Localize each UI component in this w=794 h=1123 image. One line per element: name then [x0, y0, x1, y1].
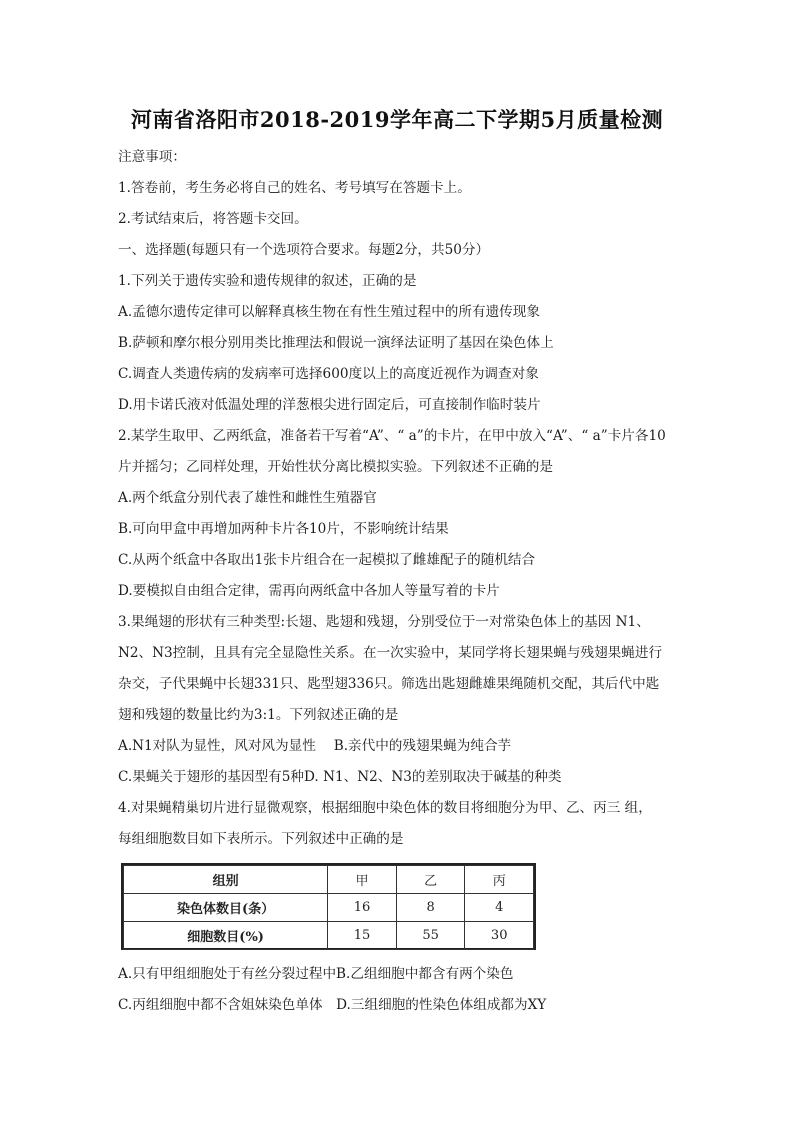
- data-table: [121, 863, 536, 950]
- question-option: A.只有甲组细胞处于有丝分裂过程中B.乙组细胞中都含有两个染色: [118, 966, 514, 982]
- note-item: 1.答卷前，考生务必将自己的姓名、考号填写在答题卡上。: [118, 180, 471, 196]
- question-option: A.N1对队为显性，风对风为显性 B.亲代中的残翅果蝇为纯合芋: [118, 738, 512, 754]
- question-stem: N2、N3控制，且具有完全显隐性关系。在一次实验中，某同学将长翅果蝇与残翅果蝇进行: [118, 645, 663, 661]
- table-header-cell: 组别: [124, 866, 328, 894]
- table-cell: 8: [396, 894, 465, 922]
- table-header-row: [124, 866, 534, 894]
- question-stem: 杂交，子代果蝇中长翅331只、匙型翅336只。筛选出匙翅雌雄果绳随机交配，其后代中匙: [118, 676, 660, 692]
- table-cell: 4: [465, 894, 534, 922]
- table-cell: 15: [328, 922, 397, 950]
- table-cell: 30: [465, 922, 534, 950]
- question-option: D.用卡诺氏液对低温处理的洋葱根尖进行固定后，可直接制作临时装片: [118, 397, 541, 413]
- question-option: A.孟德尔遗传定律可以解释真核生物在有性生殖过程中的所有遗传现象: [118, 304, 540, 320]
- table-row-label: 染色体数目(条）: [124, 894, 328, 922]
- question-stem: 片并摇匀；乙同样处理，开始性状分离比模拟实验。下列叙述不正确的是: [118, 459, 553, 475]
- table-header-cell: 丙: [465, 866, 534, 894]
- question-option: C.调査人类遗传病的发病率可选择600度以上的高度近视作为调查对象: [118, 366, 539, 382]
- question-stem: 3.果绳翅的形状有三种类型:长翅、匙翅和残翅，分别受位于一对常染色体上的基因 N1、: [118, 614, 650, 630]
- table-cell: 55: [396, 922, 465, 950]
- question-option: B.萨顿和摩尔根分别用类比推理法和假说一演绎法证明了基因在染色体上: [118, 335, 554, 351]
- notes-heading: 注意事项：: [118, 149, 186, 165]
- section-heading: 一、选择题(每题只有一个选项符合要求。每题2分，共50分）: [118, 242, 490, 258]
- table-header-cell: 乙: [396, 866, 465, 894]
- page-title: 河南省洛阳市2018-2019学年高二下学期5月质量检测: [130, 107, 664, 132]
- question-option: C.果蝇关于翅形的基因型有5种D. N1、N2、N3的差别取决于碱基的种类: [118, 769, 562, 785]
- question-option: C.丙组细胞中都不含姐妹染色单体 D.三组细胞的性染色体组成都为XY: [118, 997, 547, 1013]
- note-item: 2.考试结束后，将答题卡交回。: [118, 211, 308, 227]
- question-stem: 翅和残翅的数量比约为3:1。下列叙述正确的是: [118, 707, 399, 723]
- question-option: B.可向甲盒中再增加两种卡片各10片，不影响统计结果: [118, 521, 449, 537]
- table-header-cell: 甲: [328, 866, 397, 894]
- question-option: A.两个纸盒分别代表了雄性和雌性生殖器官: [118, 490, 377, 506]
- question-stem: 1.下列关于遗传实验和遗传规律的叙述，正确的是: [118, 273, 417, 289]
- question-stem: 每组细胞数目如下表所示。下列叙述中正确的是: [118, 831, 404, 847]
- table-row: [124, 894, 534, 922]
- table-row: [124, 922, 534, 950]
- question-stem: 2.某学生取甲、乙两纸盒，准备若干写着“A”、“ a”的卡片，在甲中放入“A”、“ a”卡片各10: [118, 428, 666, 444]
- table-row-label: 细胞数目(%): [124, 922, 328, 950]
- table-cell: 16: [328, 894, 397, 922]
- question-option: D.要模拟自由组合定律，需再向两纸盒中各加人等量写着的卡片: [118, 583, 500, 599]
- question-stem: 4.对果蝇精巢切片进行显微观察，根据细胞中染色体的数目将细胞分为甲、乙、丙三 组，: [118, 800, 652, 816]
- question-option: C.从两个纸盒中各取出1张卡片组合在一起模拟了雌雄配子的随机结合: [118, 552, 536, 568]
